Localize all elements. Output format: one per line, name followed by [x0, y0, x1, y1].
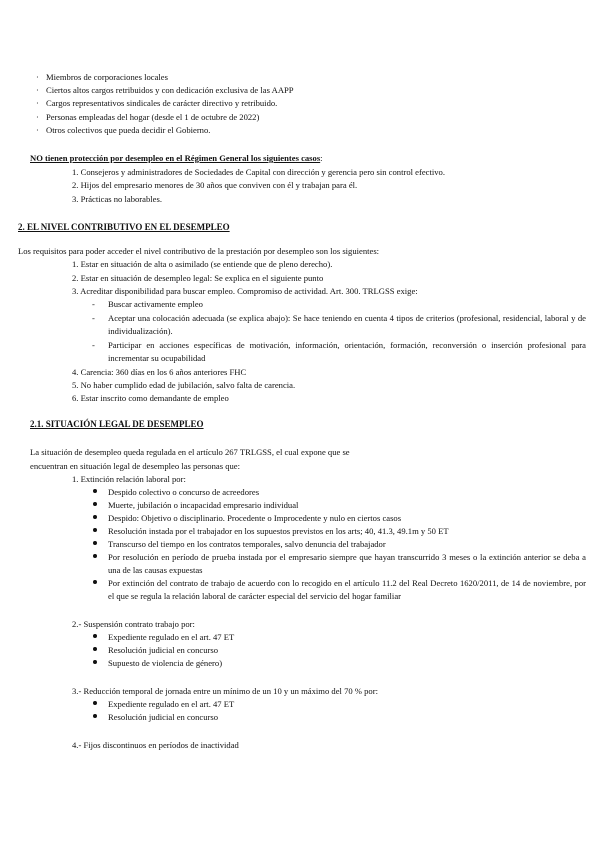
- bullet-icon: [93, 714, 97, 718]
- list-item: Despido: Objetivo o disciplinario. Procedente o Improcedente y nulo en ciertos casos: [108, 513, 402, 523]
- list-item: · Miembros de corporaciones locales: [36, 71, 168, 84]
- list-item: 2. Estar en situación de desempleo legal: Se explica en el siguiente punto: [72, 273, 324, 283]
- group-title: 3.- Reducción temporal de jornada entre un mínimo de un 10 y un máximo del 70 % por:: [72, 686, 378, 696]
- list-item: 3. Prácticas no laborables.: [72, 194, 162, 204]
- group-title: 2.- Suspensión contrato trabajo por:: [72, 619, 195, 629]
- list-item: Resolución instada por el trabajador en los supuestos previstos en los arts; 40, 41.3, 49.1m y 50 ET: [108, 526, 449, 536]
- list-item: Resolución judicial en concurso: [108, 645, 219, 655]
- dash-icon: -: [92, 313, 95, 323]
- bullet-icon: [93, 489, 97, 493]
- sub-list-item: Buscar activamente empleo: [108, 299, 203, 309]
- bullet-icon: [93, 647, 97, 651]
- list-item: Expediente regulado en el art. 47 ET: [108, 632, 235, 642]
- list-item: 1. Consejeros y administradores de Sociedades de Capital con dirección y gerencia pero sin control efectivo.: [72, 167, 445, 177]
- bullet-icon: ·: [36, 72, 39, 82]
- bullet-icon: [93, 634, 97, 638]
- paragraph: La situación de desempleo queda regulada en el artículo 267 TRLGSS, el cual expone que se: [30, 447, 350, 457]
- list-item: 4. Carencia: 360 días en los 6 años anteriores FHC: [72, 367, 247, 377]
- bullet-icon: [93, 502, 97, 506]
- bullet-icon: ·: [36, 125, 39, 135]
- bullet-icon: [93, 528, 97, 532]
- dash-icon: -: [92, 340, 95, 350]
- bullet-icon: ·: [36, 98, 39, 108]
- dash-icon: -: [92, 299, 95, 309]
- list-item: Resolución judicial en concurso: [108, 712, 219, 722]
- list-item: Transcurso del tiempo en los contratos temporales, salvo denuncia del trabajador: [108, 539, 386, 549]
- list-item: Muerte, jubilación o incapacidad empresario individual: [108, 500, 299, 510]
- list-item: · Otros colectivos que pueda decidir el Gobierno.: [36, 124, 210, 137]
- group-title: 1. Extinción relación laboral por:: [72, 474, 186, 484]
- subsection-title: 2.1. SITUACIÓN LEGAL DE DESEMPLEO: [30, 419, 204, 429]
- list-item: 2. Hijos del empresario menores de 30 años que conviven con él y trabajan para él.: [72, 180, 358, 190]
- list-item: 3. Acreditar disponibilidad para buscar empleo. Compromiso de actividad. Art. 300. TRLGSS exige:: [72, 286, 418, 296]
- list-item: 6. Estar inscrito como demandante de empleo: [72, 393, 229, 403]
- list-item: · Ciertos altos cargos retribuidos y con dedicación exclusiva de las AAPP: [36, 84, 294, 97]
- no-protection-heading: NO tienen protección por desempleo en el Régimen General los siguientes casos:: [30, 153, 323, 163]
- list-item: Despido colectivo o concurso de acreedores: [108, 487, 260, 497]
- group-title: 4.- Fijos discontinuos en períodos de inactividad: [72, 740, 239, 750]
- list-item: 5. No haber cumplido edad de jubilación, salvo falta de carencia.: [72, 380, 296, 390]
- sub-list-item: Participar en acciones específicas de motivación, información, orientación, formación, reconversión o inserción profesional para incrementar su ocupabilidad: [108, 340, 586, 364]
- list-item: · Personas empleadas del hogar (desde el 1 de octubre de 2022): [36, 111, 259, 124]
- sub-list-item: Aceptar una colocación adecuada (se explica abajo): Se hace teniendo en cuenta 4 tipos de criterios (profesional, residencial, laboral y de individualización).: [108, 313, 586, 337]
- section-title: 2. EL NIVEL CONTRIBUTIVO EN EL DESEMPLEO: [18, 222, 230, 232]
- bullet-icon: ·: [36, 112, 39, 122]
- bullet-icon: [93, 515, 97, 519]
- bullet-icon: [93, 541, 97, 545]
- list-item: Por extinción del contrato de trabajo de acuerdo con lo recogido en el artículo 11.2 del Real Decreto 1620/2011, de 14 de noviembre, por el que se regula la relación laboral de carácter especial del servicio del hogar familiar: [108, 578, 586, 602]
- bullet-icon: [93, 554, 97, 558]
- list-item: Supuesto de violencia de género): [108, 658, 223, 668]
- bullet-icon: ·: [36, 85, 39, 95]
- bullet-icon: [93, 660, 97, 664]
- list-item: Por resolución en período de prueba instada por el empresario siempre que hayan transcurrido 3 meses o la extinción anterior se deba a una de las causas expuestas: [108, 552, 586, 576]
- paragraph: encuentran en situación legal de desempleo las personas que:: [30, 461, 240, 471]
- list-item: Expediente regulado en el art. 47 ET: [108, 699, 235, 709]
- list-item: 1. Estar en situación de alta o asimilado (se entiende que de pleno derecho).: [72, 259, 333, 269]
- bullet-icon: [93, 580, 97, 584]
- bullet-icon: [93, 701, 97, 705]
- paragraph: Los requisitos para poder acceder el nivel contributivo de la prestación por desempleo son los siguientes:: [18, 246, 380, 256]
- list-item: · Cargos representativos sindicales de carácter directivo y retribuido.: [36, 97, 277, 110]
